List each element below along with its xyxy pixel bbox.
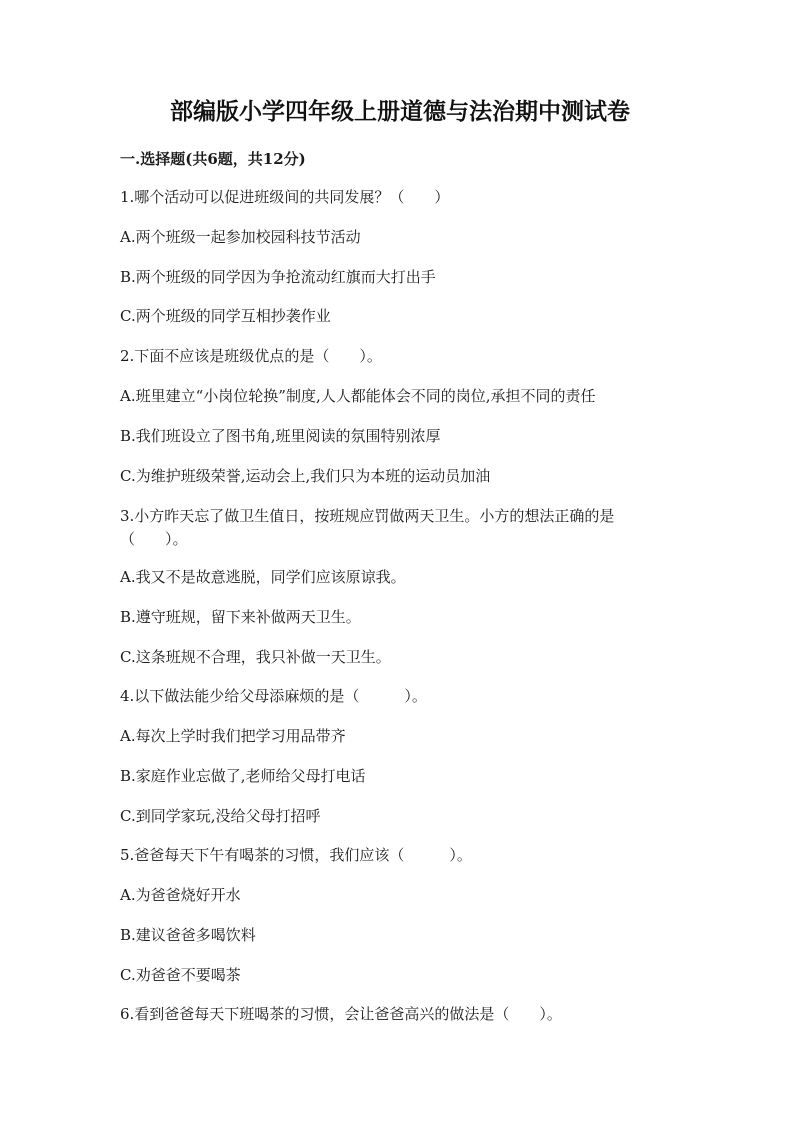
question-5-option-c: C.劝爸爸不要喝茶 xyxy=(120,966,241,984)
question-1-stem: 1.哪个活动可以促进班级间的共同发展？（ ） xyxy=(120,188,450,206)
question-3-option-b: B.遵守班规，留下来补做两天卫生。 xyxy=(120,608,361,626)
question-3-option-a: A.我又不是故意逃脱，同学们应该原谅我。 xyxy=(120,568,406,586)
section-heading: 一.选择题(共6题，共12分) xyxy=(120,150,306,168)
question-6-stem: 6.看到爸爸每天下班喝茶的习惯，会让爸爸高兴的做法是（ ）。 xyxy=(120,1005,562,1023)
question-4-stem: 4.以下做法能少给父母添麻烦的是（ ）。 xyxy=(120,687,427,705)
question-4-option-b: B.家庭作业忘做了,老师给父母打电话 xyxy=(120,767,366,785)
question-1-option-c: C.两个班级的同学互相抄袭作业 xyxy=(120,307,331,325)
question-5-option-b: B.建议爸爸多喝饮料 xyxy=(120,926,256,944)
question-1-option-b: B.两个班级的同学因为争抢流动红旗而大打出手 xyxy=(120,268,436,286)
question-4-option-c: C.到同学家玩,没给父母打招呼 xyxy=(120,807,321,825)
question-2-stem: 2.下面不应该是班级优点的是（ ）。 xyxy=(120,347,382,365)
question-2-option-c: C.为维护班级荣誉,运动会上,我们只为本班的运动员加油 xyxy=(120,467,491,485)
question-5-stem: 5.爸爸每天下午有喝茶的习惯，我们应该（ ）。 xyxy=(120,846,472,864)
page-title: 部编版小学四年级上册道德与法治期中测试卷 xyxy=(170,98,630,125)
question-5-option-a: A.为爸爸烧好开水 xyxy=(120,886,241,904)
question-2-option-b: B.我们班设立了图书角,班里阅读的氛围特别浓厚 xyxy=(120,427,441,445)
question-2-option-a: A.班里建立“小岗位轮换”制度,人人都能体会不同的岗位,承担不同的责任 xyxy=(120,387,596,405)
question-3-stem: 3.小方昨天忘了做卫生值日，按班规应罚做两天卫生。小方的想法正确的是（ ）。 xyxy=(120,507,615,548)
question-4-option-a: A.每次上学时我们把学习用品带齐 xyxy=(120,727,346,745)
question-1-option-a: A.两个班级一起参加校园科技节活动 xyxy=(120,228,361,246)
question-3-option-c: C.这条班规不合理，我只补做一天卫生。 xyxy=(120,648,391,666)
